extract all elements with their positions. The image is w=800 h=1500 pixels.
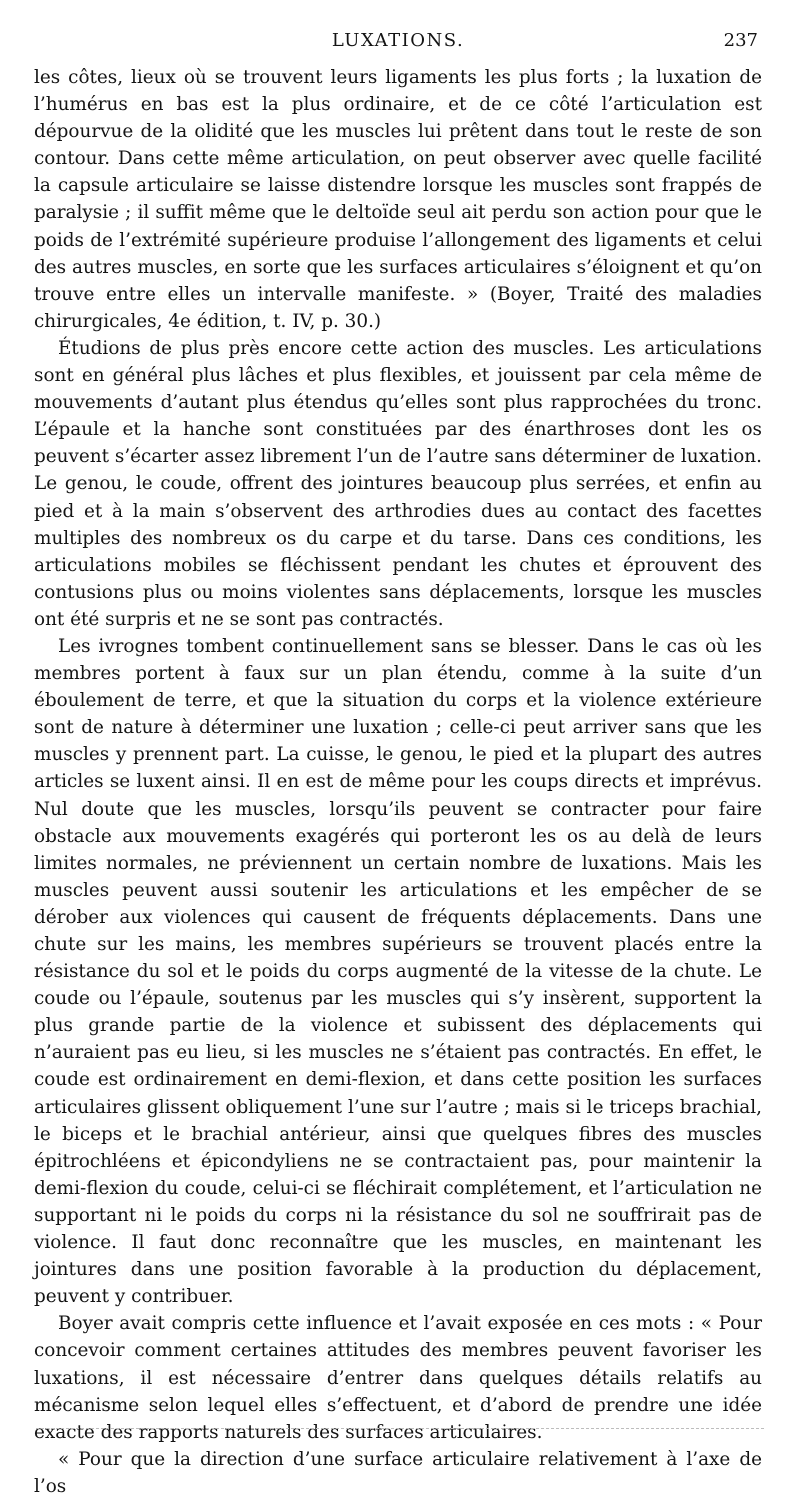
paragraph-4: Boyer avait compris cette influence et l’avait exposée en ces mots : « Pour concevoir comment certaines attitudes des membres peuvent favoriser les luxations, il est nécessaire d’entrer dans quelques détails relatifs au mécanisme selon lequel elles s’effectuent, et d’abord de prendre une idée exacte des rapports naturels des surfaces articulaires. (34, 1313, 762, 1443)
paragraph-2: Étudions de plus près encore cette action des muscles. Les articulations sont en général plus lâches et plus flexibles, et jouissent par cela même de mouvements d’autant plus étendus qu’elles sont plus rapprochées du tronc. L’épaule et la hanche sont constituées par des énarthroses dont les os peuvent s’écarter assez librement l’un de l’autre sans déterminer de luxation. Le genou, le coude, offrent des jointures beaucoup plus serrées, et enfin au pied et à la main s’observent des arthrodies dues au contact des facettes multiples des nombreux os du carpe et du tarse. Dans ces conditions, les articulations mobiles se fléchissent pendant les chutes et éprouvent des contusions plus ou moins violentes sans déplacements, lorsque les muscles ont été surpris et ne se sont pas contractés. (34, 337, 762, 630)
bottom-dotted-rule (36, 1428, 764, 1429)
body-text (34, 64, 762, 1500)
running-title: LUXATIONS. (331, 30, 465, 51)
page-number: 237 (723, 30, 758, 51)
paragraph-5: « Pour que la direction d’une surface articulaire relativement à l’axe de l’os (34, 1448, 762, 1497)
page-header (34, 30, 762, 64)
paragraph-1: les côtes, lieux où se trouvent leurs ligaments les plus forts ; la luxation de l’humérus en bas est la plus ordinaire, et de ce côté l’articulation est dépourvue de la olidité que les muscles lui prêtent dans tout le reste de son contour. Dans cette même articulation, on peut observer avec quelle facilité la capsule articulaire se laisse distendre lorsque les muscles sont frappés de paralysie ; il suffit même que le deltoïde seul ait perdu son action pour que le poids de l’extrémité supérieure produise l’allongement des ligaments et celui des autres muscles, en sorte que les surfaces articulaires s’éloignent et qu’on trouve entre elles un intervalle manifeste. » (Boyer, Traité des maladies chirurgicales, 4e édition, t. IV, p. 30.) (34, 67, 762, 332)
paragraph-3: Les ivrognes tombent continuellement sans se blesser. Dans le cas où les membres portent à faux sur un plan étendu, comme à la suite d’un éboulement de terre, et que la situation du corps et la violence extérieure sont de nature à déterminer une luxation ; celle-ci peut arriver sans que les muscles y prennent part. La cuisse, le genou, le pied et la plupart des autres articles se luxent ainsi. Il en est de même pour les coups directs et imprévus. Nul doute que les muscles, lorsqu’ils peuvent se contracter pour faire obstacle aux mouvements exagérés qui porteront les os au delà de leurs limites normales, ne préviennent un certain nombre de luxations. Mais les muscles peuvent aussi soutenir les articulations et les empêcher de se dérober aux violences qui causent de fréquents déplacements. Dans une chute sur les mains, les membres supérieurs se trouvent placés entre la résistance du sol et le poids du corps augmenté de la vitesse de la chute. Le coude ou l’épaule, soutenus par les muscles qui s’y insèrent, supportent la plus grande partie de la violence et subissent des déplacements qui n’auraient pas eu lieu, si les muscles ne s’étaient pas contractés. En effet, le coude est ordinairement en demi-flexion, et dans cette position les surfaces articulaires glissent obliquement l’une sur l’autre ; mais si le triceps brachial, le biceps et le brachial antérieur, ainsi que quelques fibres des muscles épitrochléens et épicondyliens ne se contractaient pas, pour maintenir la demi-flexion du coude, celui-ci se fléchirait complétement, et l’articulation ne supportant ni le poids du corps ni la résistance du sol ne souffrirait pas de violence. Il faut donc reconnaître que les muscles, en maintenant les jointures dans une position favorable à la production du déplacement, peuvent y contribuer. (34, 635, 762, 1308)
